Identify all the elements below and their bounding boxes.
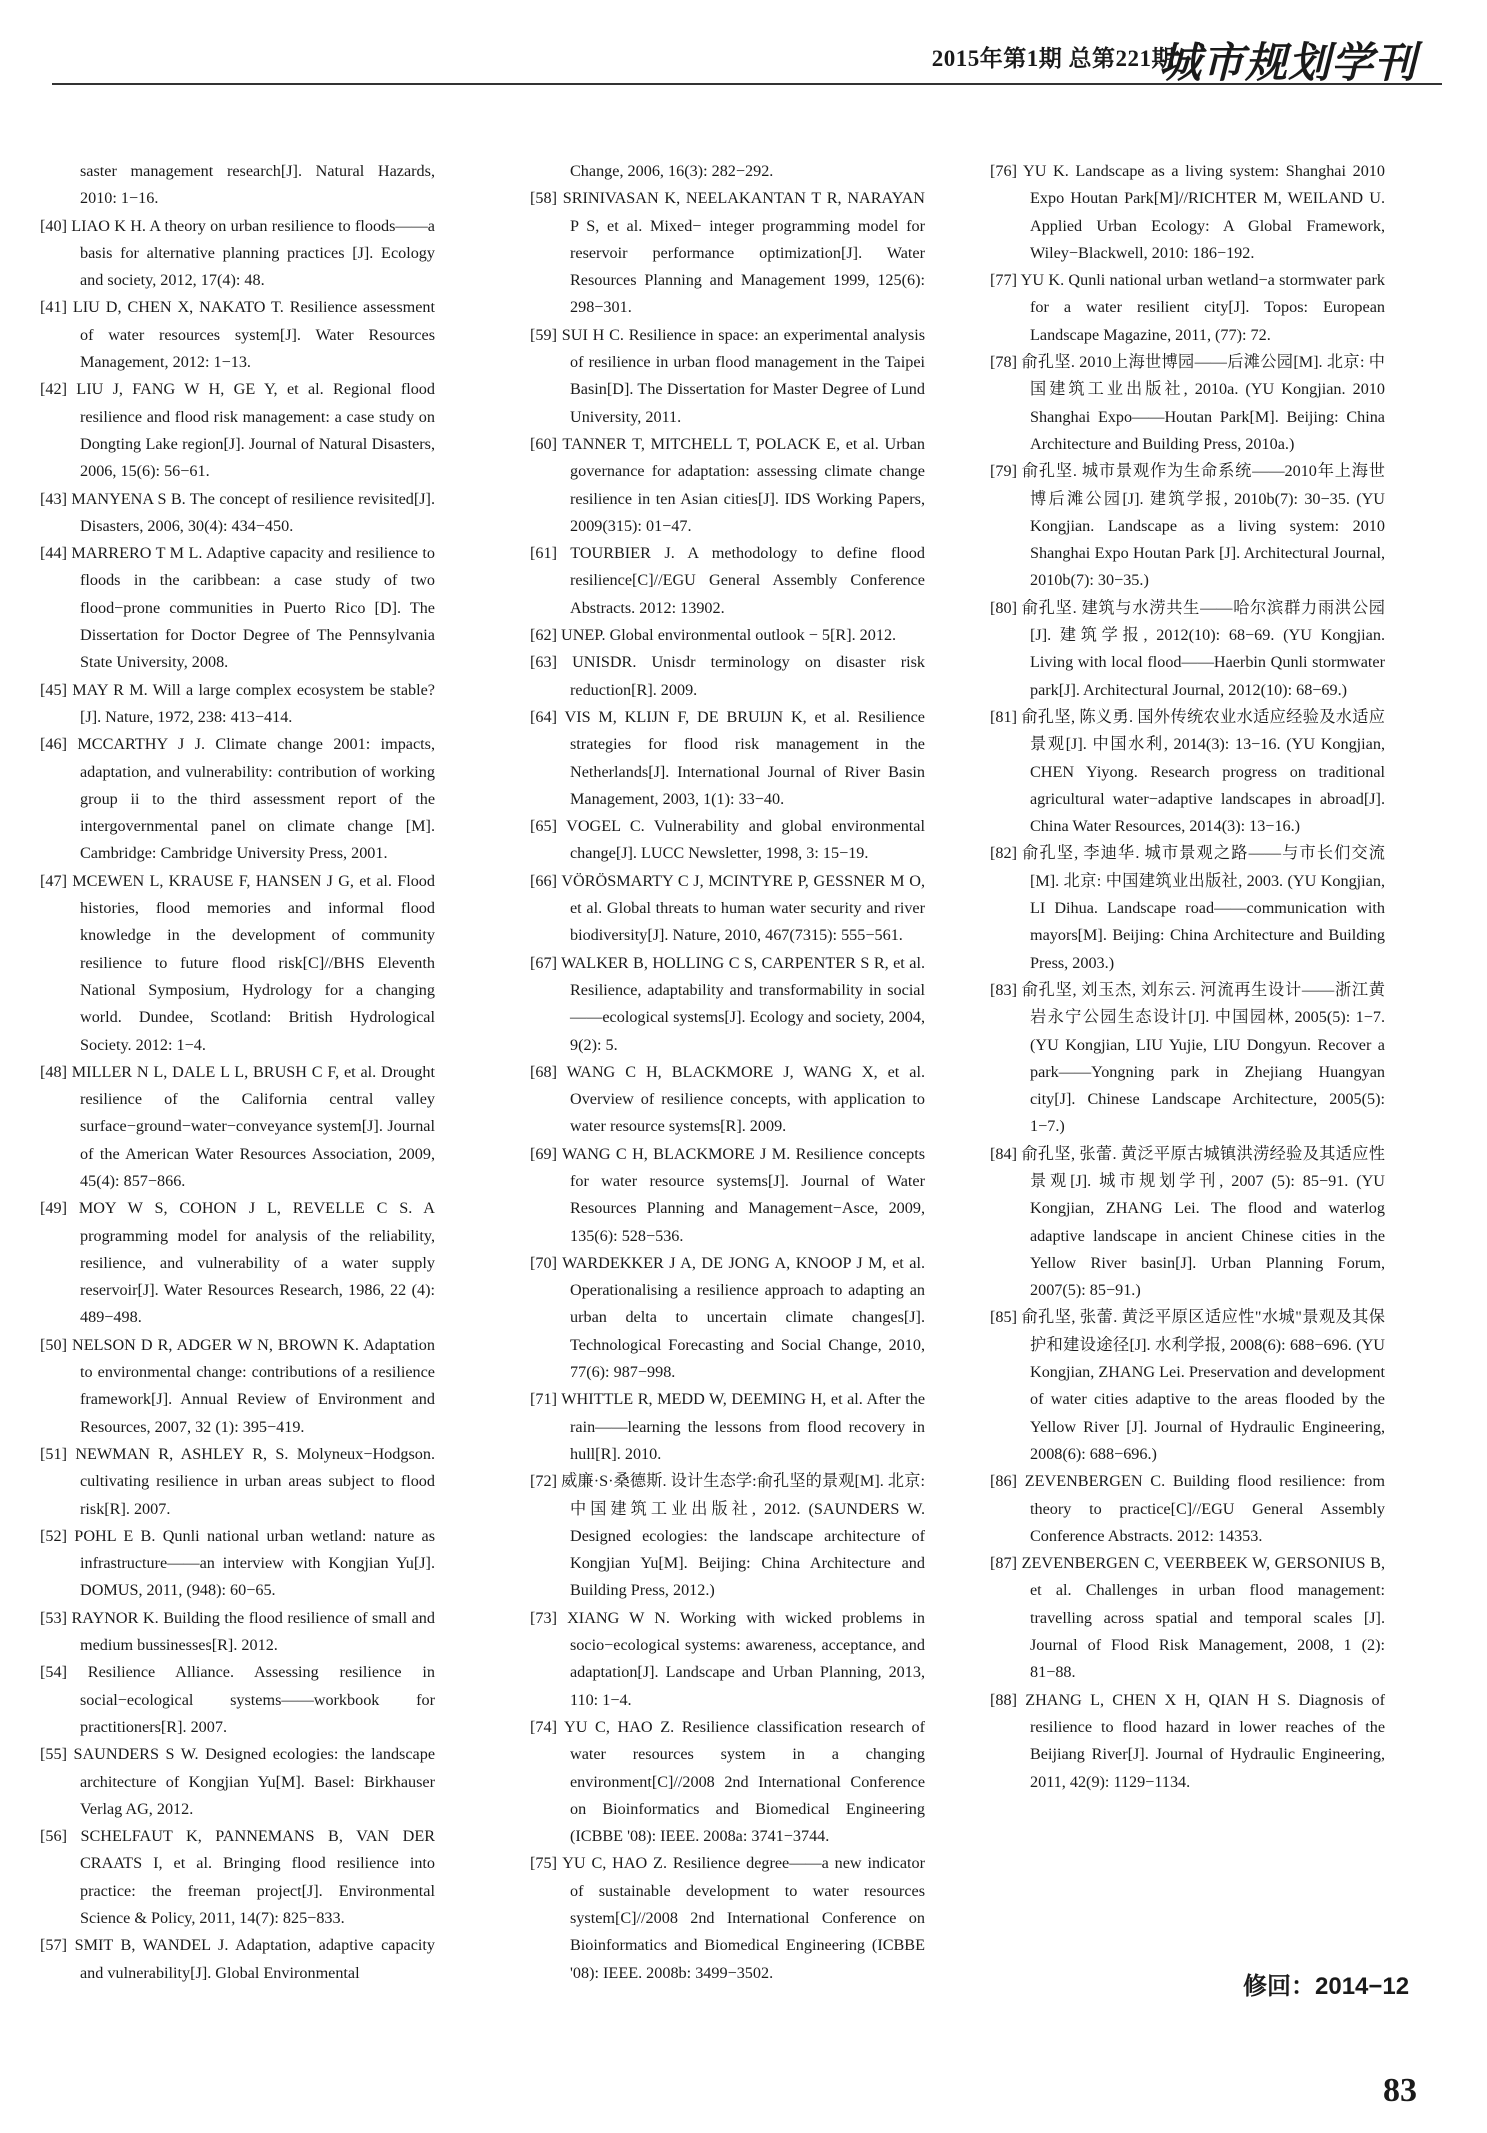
reference-entry: [47] MCEWEN L, KRAUSE F, HANSEN J G, et al. Flood histories, flood memories and informal flood knowledge in the development of community resilience to future flood risk[C]//BHS Eleventh National Symposium, Hydrology for a changing world. Dundee, Scotland: British Hydrological Society. 2012: 1−4. (40, 871, 435, 1054)
reference-entry: [49] MOY W S, COHON J L, REVELLE C S. A programming model for analysis of the reliability, resilience, and vulnerability of a water supply reservoir[J]. Water Resources Research, 1986, 22 (4): 489−498. (40, 1199, 435, 1327)
reference-entry: [45] MAY R M. Will a large complex ecosystem be stable?[J]. Nature, 1972, 238: 413−414. (40, 680, 435, 726)
reference-entry: [61] TOURBIER J. A methodology to define flood resilience[C]//EGU General Assembly Conference Abstracts. 2012: 13902. (530, 544, 925, 617)
reference-entry: [68] WANG C H, BLACKMORE J, WANG X, et al. Overview of resilience concepts, with application to water resource systems[R]. 2009. (530, 1062, 925, 1136)
reference-entry: [60] TANNER T, MITCHELL T, POLACK E, et al. Urban governance for adaptation: assessing climate change resilience in ten Asian cities[J]. IDS Working Papers, 2009(315): 01−47. (530, 434, 925, 535)
reference-entry: [80] 俞孔坚. 建筑与水涝共生——哈尔滨群力雨洪公园[J]. 建筑学报, 2012(10): 68−69. (YU Kongjian. Living with local flood——Haerbin Qunli stormwater park[J]. Architectural Journal, 2012(10): 68−69.) (990, 598, 1385, 699)
reference-entry: [67] WALKER B, HOLLING C S, CARPENTER S R, et al. Resilience, adaptability and transformability in social——ecological systems[J]. Ecology and society, 2004, 9(2): 5. (530, 953, 925, 1054)
reference-column-2 (530, 158, 925, 1987)
revised-date: 修回：2014−12 (1243, 1973, 1410, 2000)
reference-entry: [41] LIU D, CHEN X, NAKATO T. Resilience assessment of water resources system[J]. Water Resources Management, 2012: 1−13. (40, 298, 435, 372)
reference-entry: [40] LIAO K H. A theory on urban resilience to floods——a basis for alternative planning practices [J]. Ecology and society, 2012, 17(4): 48. (40, 216, 435, 290)
reference-column-3 (990, 158, 1385, 1796)
reference-entry: [87] ZEVENBERGEN C, VEERBEEK W, GERSONIUS B, et al. Challenges in urban flood management: travelling across spatial and temporal scales [J]. Journal of Flood Risk Management, 2008, 1 (2): 81−88. (990, 1554, 1385, 1682)
reference-entry: [44] MARRERO T M L. Adaptive capacity and resilience to floods in the caribbean: a case study of two flood−prone communities in Puerto Rico [D]. The Dissertation for Doctor Degree of The Pennsylvania State University, 2008. (40, 544, 435, 672)
reference-entry: [55] SAUNDERS S W. Designed ecologies: the landscape architecture of Kongjian Yu[M]. Basel: Birkhauser Verlag AG, 2012. (40, 1745, 435, 1818)
reference-entry: [73] XIANG W N. Working with wicked problems in socio−ecological systems: awareness, acceptance, and adaptation[J]. Landscape and Urban Planning, 2013, 110: 1−4. (530, 1608, 925, 1709)
reference-entry: [42] LIU J, FANG W H, GE Y, et al. Regional flood resilience and flood risk management: a case study on Dongting Lake region[J]. Journal of Natural Disasters, 2006, 15(6): 56−61. (40, 380, 435, 481)
reference-entry: [52] POHL E B. Qunli national urban wetland: nature as infrastructure——an interview with Kongjian Yu[J]. DOMUS, 2011, (948): 60−65. (40, 1526, 435, 1600)
reference-entry: [75] YU C, HAO Z. Resilience degree——a new indicator of sustainable development to water resources system[C]//2008 2nd International Conference on Bioinformatics and Biomedical Engineering (ICBBE '08): IEEE. 2008b: 3499−3502. (530, 1854, 925, 1982)
reference-entry: [56] SCHELFAUT K, PANNEMANS B, VAN DER CRAATS I, et al. Bringing flood resilience into practice: the freeman project[J]. Environmental Science & Policy, 2011, 14(7): 825−833. (40, 1827, 435, 1927)
reference-entry: [86] ZEVENBERGEN C. Building flood resilience: from theory to practice[C]//EGU General Assembly Conference Abstracts. 2012: 14353. (990, 1472, 1385, 1545)
reference-entry: [54] Resilience Alliance. Assessing resilience in social−ecological systems——workbook for practitioners[R]. 2007. (40, 1663, 435, 1736)
reference-entry: [77] YU K. Qunli national urban wetland−a stormwater park for a water resilient city[J]. Topos: European Landscape Magazine, 2011, (77): 72. (990, 271, 1385, 344)
reference-entry: [83] 俞孔坚, 刘玉杰, 刘东云. 河流再生设计——浙江黄岩永宁公园生态设计[J]. 中国园林, 2005(5): 1−7. (YU Kongjian, LIU Yujie, LIU Dongyun. Recover a park——Yongning park in Zhejiang Huangyan city[J]. Chinese Landscape Architecture, 2005(5): 1−7.) (990, 980, 1385, 1136)
reference-entry: [65] VOGEL C. Vulnerability and global environmental change[J]. LUCC Newsletter, 1998, 3: 15−19. (530, 817, 925, 863)
reference-entry: Change, 2006, 16(3): 282−292. (570, 162, 774, 180)
reference-entry: [43] MANYENA S B. The concept of resilience revisited[J]. Disasters, 2006, 30(4): 434−450. (40, 489, 435, 535)
reference-entry: saster management research[J]. Natural Hazards, 2010: 1−16. (80, 162, 435, 208)
reference-entry: [84] 俞孔坚, 张蕾. 黄泛平原古城镇洪涝经验及其适应性景观[J]. 城市规划学刊, 2007 (5): 85−91. (YU Kongjian, ZHANG Lei. The flood and waterlog adaptive landscape in ancient Chinese cities in the Yellow River basin[J]. Urban Planning Forum, 2007(5): 85−91.) (990, 1144, 1385, 1300)
reference-entry: [58] SRINIVASAN K, NEELAKANTAN T R, NARAYAN P S, et al. Mixed− integer programming model for reservoir performance optimization[J]. Water Resources Planning and Management 1999, 125(6): 298−301. (530, 189, 925, 317)
reference-entry: [76] YU K. Landscape as a living system: Shanghai 2010 Expo Houtan Park[M]//RICHTER M, WEILAND U. Applied Urban Ecology: A Global Framework, Wiley−Blackwell, 2010: 186−192. (990, 162, 1385, 262)
journal-title: 城市规划学刊 (1158, 41, 1417, 87)
reference-entry: [63] UNISDR. Unisdr terminology on disaster risk reduction[R]. 2009. (530, 653, 925, 699)
reference-entry: [51] NEWMAN R, ASHLEY R, S. Molyneux−Hodgson. cultivating resilience in urban areas subject to flood risk[R]. 2007. (40, 1444, 435, 1518)
reference-entry: [57] SMIT B, WANDEL J. Adaptation, adaptive capacity and vulnerability[J]. Global Environmental (40, 1936, 435, 1982)
reference-entry: [46] MCCARTHY J J. Climate change 2001: impacts, adaptation, and vulnerability: contribution of working group ii to the third assessment report of the intergovernmental panel on climate change [M]. Cambridge: Cambridge University Press, 2001. (40, 735, 435, 863)
reference-entry: [70] WARDEKKER J A, DE JONG A, KNOOP J M, et al. Operationalising a resilience approach to adapting an urban delta to uncertain climate changes[J]. Technological Forecasting and Social Change, 2010, 77(6): 987−998. (530, 1253, 925, 1382)
header-divider (52, 83, 1442, 85)
reference-entry: [48] MILLER N L, DALE L L, BRUSH C F, et al. Drought resilience of the California central valley surface−ground−water−conveyance system[J]. Journal of the American Water Resources Association, 2009, 45(4): 857−866. (40, 1062, 435, 1190)
issue-info: 2015年第1期 总第221期 (931, 46, 1175, 71)
reference-entry: [79] 俞孔坚. 城市景观作为生命系统——2010年上海世博后滩公园[J]. 建筑学报, 2010b(7): 30−35. (YU Kongjian. Landscape as a living system: 2010 Shanghai Expo Houtan Park [J]. Architectural Journal, 2010b(7): 30−35.) (990, 462, 1385, 590)
reference-entry: [53] RAYNOR K. Building the flood resilience of small and medium bussinesses[R]. 2012. (40, 1608, 435, 1655)
reference-entry: [69] WANG C H, BLACKMORE J M. Resilience concepts for water resource systems[J]. Journal of Water Resources Planning and Management−Asce, 2009, 135(6): 528−536. (530, 1144, 925, 1245)
page-number: 83 (1383, 2072, 1417, 2109)
reference-entry: [78] 俞孔坚. 2010上海世博园——后滩公园[M]. 北京: 中国建筑工业出版社, 2010a. (YU Kongjian. 2010 Shanghai Expo——Houtan Park[M]. Beijing: China Architecture and Building Press, 2010a.) (990, 353, 1385, 453)
reference-entry: [85] 俞孔坚, 张蕾. 黄泛平原区适应性"水城"景观及其保护和建设途径[J]. 水利学报, 2008(6): 688−696. (YU Kongjian, ZHANG Lei. Preservation and development of water cities adaptive to the areas flooded by the Yellow River [J]. Journal of Hydraulic Engineering, 2008(6): 688−696.) (990, 1308, 1385, 1463)
reference-entry: [71] WHITTLE R, MEDD W, DEEMING H, et al. After the rain——learning the lessons from flood recovery in hull[R]. 2010. (530, 1390, 925, 1463)
reference-entry: [59] SUI H C. Resilience in space: an experimental analysis of resilience in urban flood management in the Taipei Basin[D]. The Dissertation for Master Degree of Lund University, 2011. (530, 325, 925, 426)
reference-entry: [74] YU C, HAO Z. Resilience classification research of water resources system in a changing environment[C]//2008 2nd International Conference on Bioinformatics and Biomedical Engineering (ICBBE '08): IEEE. 2008a: 3741−3744. (530, 1717, 925, 1846)
reference-entry: [50] NELSON D R, ADGER W N, BROWN K. Adaptation to environmental change: contributions of a resilience framework[J]. Annual Review of Environment and Resources, 2007, 32 (1): 395−419. (40, 1335, 435, 1436)
reference-entry: [66] VÖRÖSMARTY C J, MCINTYRE P, GESSNER M O, et al. Global threats to human water security and river biodiversity[J]. Nature, 2010, 467(7315): 555−561. (530, 871, 925, 945)
reference-entry: [62] UNEP. Global environmental outlook − 5[R]. 2012. (530, 626, 897, 645)
reference-entry: [82] 俞孔坚, 李迪华. 城市景观之路——与市长们交流[M]. 北京: 中国建筑业出版社, 2003. (YU Kongjian, LI Dihua. Landscape road——communication with mayors[M]. Beijing: China Architecture and Building Press, 2003.) (990, 844, 1385, 972)
reference-entry: [64] VIS M, KLIJN F, DE BRUIJN K, et al. Resilience strategies for flood risk management in the Netherlands[J]. International Journal of River Basin Management, 2003, 1(1): 33−40. (530, 707, 925, 808)
reference-entry: [88] ZHANG L, CHEN X H, QIAN H S. Diagnosis of resilience to flood hazard in lower reaches of the Beijiang River[J]. Journal of Hydraulic Engineering, 2011, 42(9): 1129−1134. (990, 1690, 1385, 1791)
reference-entry: [81] 俞孔坚, 陈义勇. 国外传统农业水适应经验及水适应景观[J]. 中国水利, 2014(3): 13−16. (YU Kongjian, CHEN Yiyong. Research progress on traditional agricultural water−adaptive landscapes in abroad[J]. China Water Resources, 2014(3): 13−16.) (990, 707, 1385, 836)
page-header (0, 0, 1487, 87)
reference-column-1 (40, 158, 435, 1987)
reference-entry: [72] 威廉·S·桑德斯. 设计生态学:俞孔坚的景观[M]. 北京: 中国建筑工业出版社, 2012. (SAUNDERS W. Designed ecologies: the landscape architecture of Kongjian Yu[M]. Beijing: China Architecture and Building Press, 2012.) (530, 1472, 925, 1600)
